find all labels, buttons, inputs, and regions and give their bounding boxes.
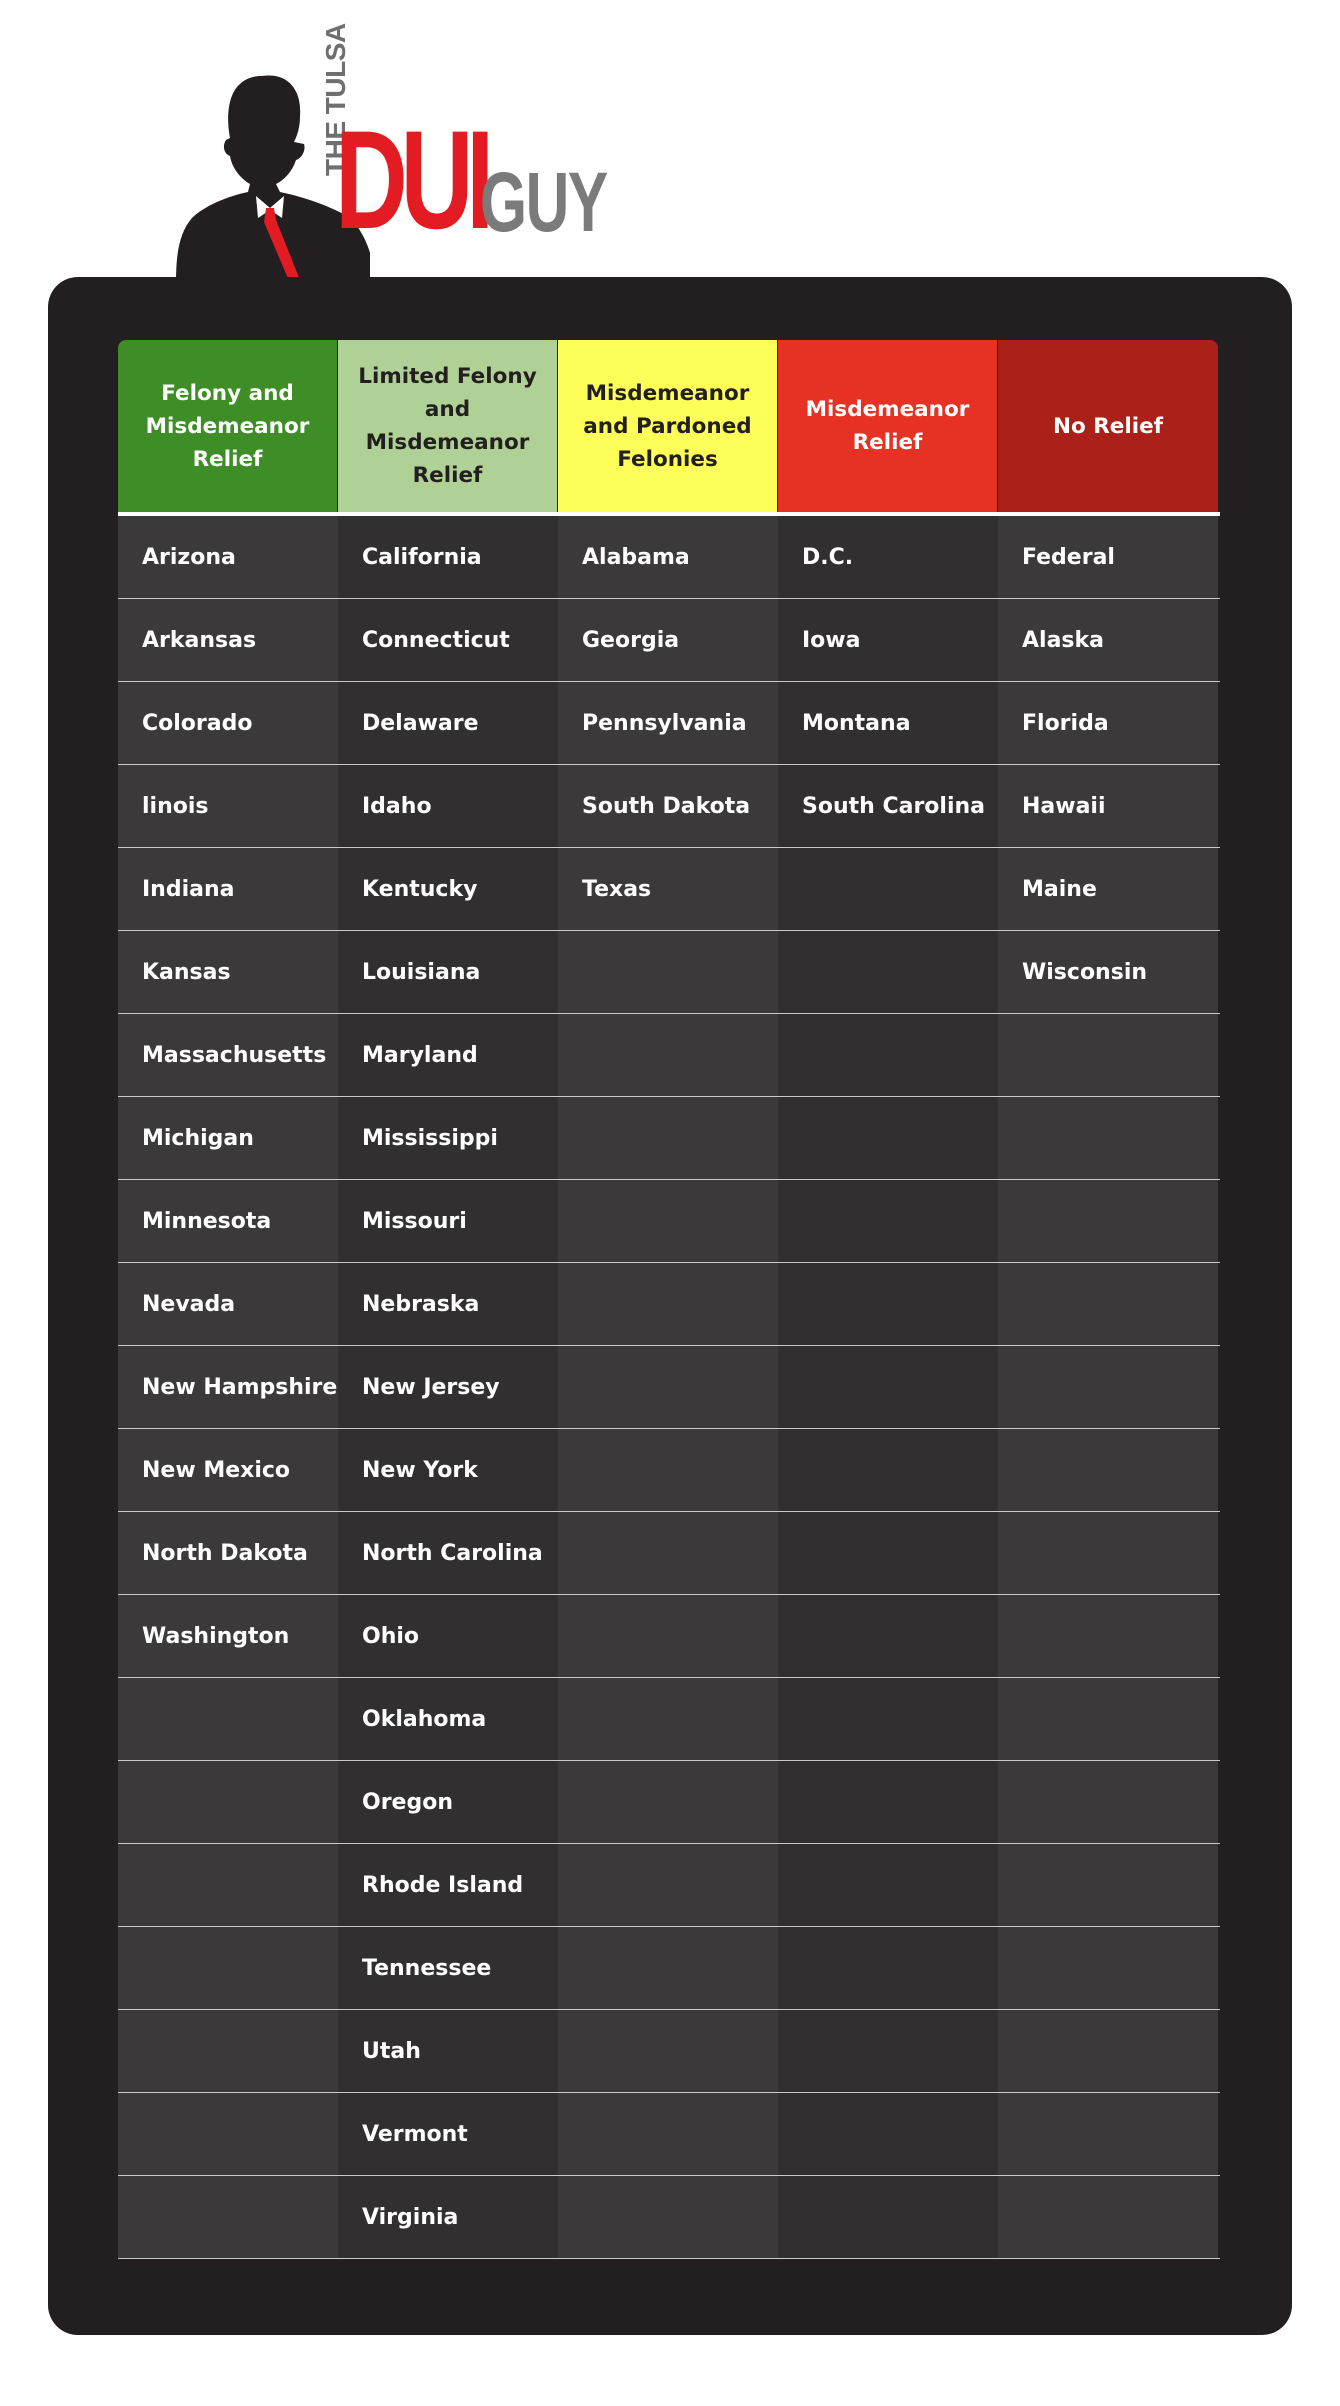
table-cell: Virginia <box>338 2176 558 2258</box>
table-cell <box>558 1429 778 1511</box>
table-cell <box>998 1014 1218 1096</box>
table-cell <box>558 1097 778 1179</box>
table-cell: Colorado <box>118 682 338 764</box>
column-header: Misdemeanor Relief <box>778 340 998 512</box>
table-cell <box>778 1346 998 1428</box>
table-cell: Utah <box>338 2010 558 2092</box>
table-cell: Iowa <box>778 599 998 681</box>
table-cell: Kentucky <box>338 848 558 930</box>
table-row <box>118 1346 1220 1429</box>
table-row <box>118 765 1220 848</box>
table-cell: Tennessee <box>338 1927 558 2009</box>
table-cell: New York <box>338 1429 558 1511</box>
relief-table <box>118 340 1220 2259</box>
table-cell <box>118 1678 338 1760</box>
table-cell <box>778 848 998 930</box>
table-cell <box>778 1678 998 1760</box>
table-cell: D.C. <box>778 516 998 598</box>
table-cell <box>998 1512 1218 1594</box>
table-cell <box>778 1512 998 1594</box>
table-cell <box>778 1180 998 1262</box>
table-cell <box>998 1263 1218 1345</box>
table-cell: Alabama <box>558 516 778 598</box>
table-cell <box>778 1844 998 1926</box>
table-row <box>118 2093 1220 2176</box>
table-cell: Pennsylvania <box>558 682 778 764</box>
table-cell <box>998 1346 1218 1428</box>
table-cell: Michigan <box>118 1097 338 1179</box>
table-cell: Connecticut <box>338 599 558 681</box>
table-cell <box>778 2176 998 2258</box>
table-row <box>118 2010 1220 2093</box>
table-cell: Vermont <box>338 2093 558 2175</box>
table-cell <box>118 2010 338 2092</box>
table-cell: Arizona <box>118 516 338 598</box>
table-cell <box>998 1595 1218 1677</box>
table-row <box>118 2176 1220 2259</box>
table-cell: Maryland <box>338 1014 558 1096</box>
table-cell <box>118 2176 338 2258</box>
column-header: Felony and Misdemeanor Relief <box>118 340 338 512</box>
table-row <box>118 599 1220 682</box>
table-cell <box>558 1346 778 1428</box>
table-cell: Idaho <box>338 765 558 847</box>
table-cell: Minnesota <box>118 1180 338 1262</box>
table-cell: Delaware <box>338 682 558 764</box>
table-cell <box>558 2176 778 2258</box>
table-cell: New Jersey <box>338 1346 558 1428</box>
column-header: Misdemeanor and Pardoned Felonies <box>558 340 778 512</box>
table-cell: Ohio <box>338 1595 558 1677</box>
table-cell <box>998 1678 1218 1760</box>
table-cell <box>558 1595 778 1677</box>
table-row <box>118 1429 1220 1512</box>
table-cell <box>118 1844 338 1926</box>
table-cell: Oklahoma <box>338 1678 558 1760</box>
table-row <box>118 931 1220 1014</box>
table-cell: New Hampshire <box>118 1346 338 1428</box>
table-row <box>118 1512 1220 1595</box>
table-cell <box>558 2010 778 2092</box>
table-cell: South Dakota <box>558 765 778 847</box>
table-cell <box>778 1263 998 1345</box>
table-cell: North Dakota <box>118 1512 338 1594</box>
table-cell: Nevada <box>118 1263 338 1345</box>
table-cell <box>998 2010 1218 2092</box>
table-cell: Florida <box>998 682 1218 764</box>
table-cell <box>558 1844 778 1926</box>
table-cell: North Carolina <box>338 1512 558 1594</box>
table-cell <box>778 1761 998 1843</box>
table-row <box>118 1595 1220 1678</box>
table-cell <box>778 1595 998 1677</box>
table-cell <box>558 1761 778 1843</box>
table-cell <box>558 1678 778 1760</box>
table-cell <box>998 1097 1218 1179</box>
table-row <box>118 1263 1220 1346</box>
table-cell: Louisiana <box>338 931 558 1013</box>
table-cell <box>998 1927 1218 2009</box>
table-cell <box>778 2093 998 2175</box>
table-cell: Missouri <box>338 1180 558 1262</box>
table-cell: South Carolina <box>778 765 998 847</box>
table-cell <box>778 1927 998 2009</box>
table-cell <box>998 2093 1218 2175</box>
table-cell <box>558 931 778 1013</box>
table-cell: Massachusetts <box>118 1014 338 1096</box>
table-cell: Washington <box>118 1595 338 1677</box>
table-row <box>118 1014 1220 1097</box>
table-cell <box>998 1761 1218 1843</box>
table-row <box>118 1761 1220 1844</box>
logo-dui: DUI <box>335 101 487 258</box>
table-cell <box>558 2093 778 2175</box>
table-cell <box>558 1014 778 1096</box>
table-cell: Montana <box>778 682 998 764</box>
table-body <box>118 516 1220 2259</box>
table-cell: linois <box>118 765 338 847</box>
table-row <box>118 1180 1220 1263</box>
logo <box>170 23 607 283</box>
table-cell <box>778 931 998 1013</box>
table-cell <box>118 2093 338 2175</box>
table-header-row <box>118 340 1220 516</box>
table-cell: Texas <box>558 848 778 930</box>
logo-guy: GUY <box>480 155 607 249</box>
logo-the-tulsa: THE TULSA <box>320 23 351 176</box>
table-cell <box>118 1761 338 1843</box>
table-cell <box>778 1097 998 1179</box>
table-cell: Mississippi <box>338 1097 558 1179</box>
table-cell <box>558 1927 778 2009</box>
table-cell <box>778 1429 998 1511</box>
table-row <box>118 1678 1220 1761</box>
table-cell <box>998 1429 1218 1511</box>
table-cell: Federal <box>998 516 1218 598</box>
table-cell: Oregon <box>338 1761 558 1843</box>
table-row <box>118 848 1220 931</box>
table-row <box>118 1097 1220 1180</box>
table-cell: Georgia <box>558 599 778 681</box>
table-cell: Alaska <box>998 599 1218 681</box>
table-cell: Maine <box>998 848 1218 930</box>
table-cell <box>778 1014 998 1096</box>
table-cell <box>558 1512 778 1594</box>
table-cell <box>998 1844 1218 1926</box>
table-row <box>118 516 1220 599</box>
table-cell: Kansas <box>118 931 338 1013</box>
table-cell: Indiana <box>118 848 338 930</box>
table-row <box>118 682 1220 765</box>
table-cell: Rhode Island <box>338 1844 558 1926</box>
table-cell <box>998 1180 1218 1262</box>
table-cell <box>118 1927 338 2009</box>
column-header: No Relief <box>998 340 1218 512</box>
table-cell <box>558 1263 778 1345</box>
table-cell: Wisconsin <box>998 931 1218 1013</box>
table-cell <box>558 1180 778 1262</box>
table-row <box>118 1844 1220 1927</box>
column-header: Limited Felony and Misdemeanor Relief <box>338 340 558 512</box>
table-cell: California <box>338 516 558 598</box>
table-cell: Hawaii <box>998 765 1218 847</box>
table-cell: New Mexico <box>118 1429 338 1511</box>
table-cell <box>998 2176 1218 2258</box>
table-cell: Arkansas <box>118 599 338 681</box>
table-row <box>118 1927 1220 2010</box>
table-cell <box>778 2010 998 2092</box>
table-cell: Nebraska <box>338 1263 558 1345</box>
